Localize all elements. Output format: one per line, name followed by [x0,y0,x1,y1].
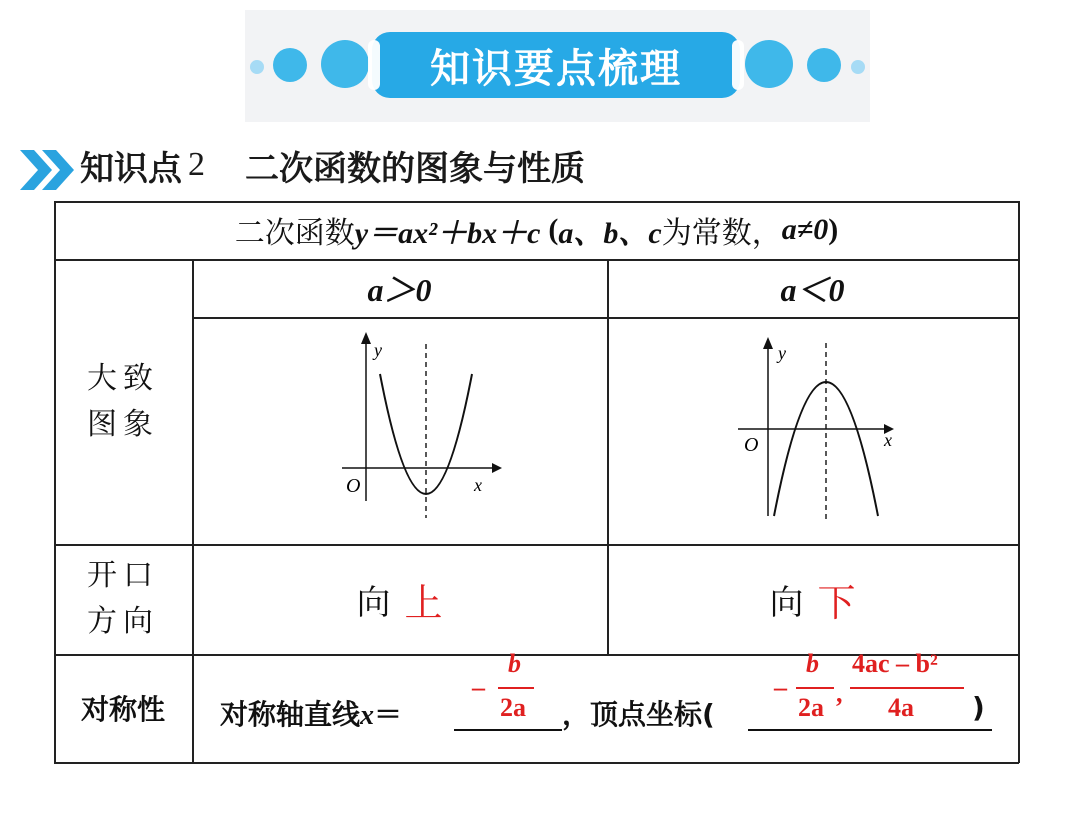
graph-y-label: y [778,343,786,363]
row-label-graph-line1: 大致 [87,360,159,396]
decor-dot [321,40,369,88]
section-label: 知识点 [80,148,182,189]
table-border [54,762,1019,764]
vertex-y-fraction-bar [850,687,964,689]
vertex-comma: , [836,679,843,708]
properties-table [54,201,1019,763]
row-label-graph-line2: 图象 [87,406,159,442]
table-rule [192,259,194,763]
header-equation: y＝ax²＋bx＋c [354,217,541,250]
table-rule [192,317,1019,319]
axis-answer-minus: – [472,673,485,702]
axis-answer-denominator-text: 2a [500,693,526,722]
graph-origin-label: O [744,434,759,456]
section-heading [80,140,585,190]
row-label-direction-line1: 开口 [87,558,159,593]
row-label-graph [54,259,192,544]
vertex-y-denominator [888,693,914,723]
vertex-x-fraction-bar [796,687,834,689]
direction-positive-prefix: 向 [356,582,391,623]
symmetry-axis-label: 对称轴直线 [220,698,361,731]
symmetry-axis-var: x [360,700,375,731]
vertex-y-numerator-text: 4ac – b² [852,649,938,678]
decor-dot [273,48,307,82]
vertex-y-numerator [852,649,938,679]
vertex-x-denominator [798,693,824,723]
condition-a-positive-text: a＞0 [367,272,432,308]
vertex-answer-blank [748,729,992,731]
vertex-x-numerator-text: b [806,649,819,678]
section-title: 二次函数的图象与性质 [245,148,585,189]
decor-dot [745,40,793,88]
axis-answer-numerator-text: b [508,649,521,678]
graph-x-label: x [884,430,892,450]
graph-upward-parabola [334,326,514,526]
axis-answer-fraction-bar [498,687,534,689]
row-label-direction-line2: 方向 [87,604,159,639]
table-border [1018,201,1020,763]
direction-negative-answer: 下 [817,580,856,625]
axis-answer-blank [454,729,562,731]
condition-a-negative [607,259,1018,317]
banner-title-pill [372,32,740,98]
header-params: a、b、c [558,217,662,250]
axis-answer-denominator [500,693,526,723]
table-header [54,201,1019,259]
condition-a-negative-text: a＜0 [780,272,845,308]
condition-a-positive [192,259,607,317]
vertex-close-paren [972,691,985,724]
decor-dot [250,60,264,74]
decor-dot [807,48,841,82]
header-condition: a≠0 [781,213,829,246]
direction-positive-answer: 上 [404,580,443,625]
direction-positive [192,544,607,654]
symmetry-axis-text [220,693,402,733]
graph-origin-label: O [346,475,361,497]
vertex-text [562,693,715,733]
row-label-direction [54,544,192,654]
vertex-y-denominator-text: 4a [888,693,914,722]
banner-title: 知识要点梳理 [430,45,682,92]
vertex-x-minus: – [774,673,787,702]
vertex-x-numerator [806,649,819,679]
vertex-label: ，顶点坐标( [562,698,715,731]
graph-downward-parabola [734,331,914,531]
vertex-close-text: ) [972,691,985,724]
header-params-tail: 为常数， [661,216,782,251]
graph-y-label: y [374,340,382,360]
row-label-symmetry-text: 对称性 [80,693,165,726]
double-chevron-icon [20,150,78,190]
header-paren-close: ) [828,213,839,246]
direction-negative [607,544,1018,654]
section-number: 2 [188,146,205,183]
decor-dot [851,60,865,74]
row-label-symmetry [54,654,192,762]
header-prefix: 二次函数 [234,216,355,251]
header-paren-open: ( [548,213,559,246]
direction-negative-prefix: 向 [769,582,804,623]
graph-x-label: x [474,475,482,495]
vertex-x-denominator-text: 2a [798,693,824,722]
axis-answer-numerator [508,649,521,679]
symmetry-axis-eq: ＝ [374,698,403,731]
